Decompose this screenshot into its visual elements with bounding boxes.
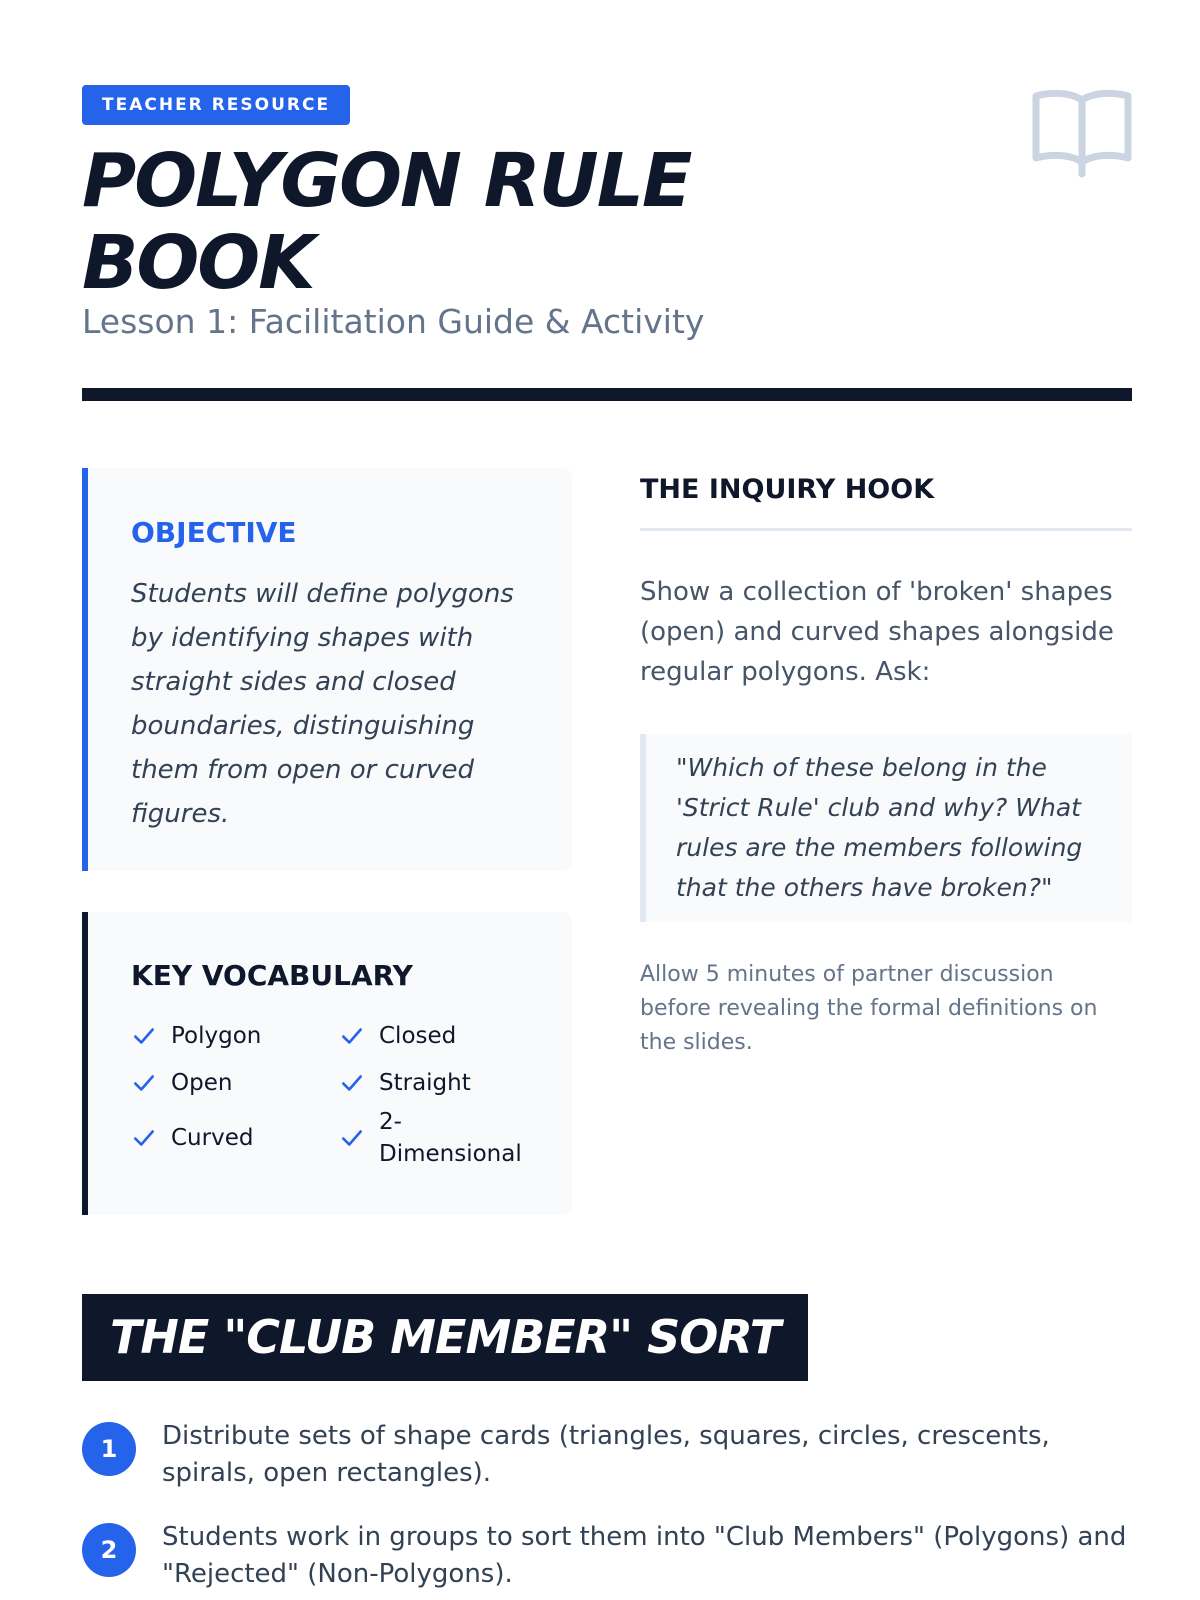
vocab-item: [131, 1106, 339, 1170]
page-subtitle: Lesson 1: Facilitation Guide & Activity: [82, 302, 705, 341]
lesson-page: [82, 0, 1132, 1600]
objective-card: [82, 468, 572, 871]
check-icon: [131, 1125, 157, 1151]
check-icon: [131, 1070, 157, 1096]
step-text: Distribute sets of shape cards (triangles, squares, circles, crescents, spirals, open rectangles).: [162, 1421, 1050, 1488]
vocab-label: Open: [171, 1069, 233, 1096]
inquiry-hook-heading: THE INQUIRY HOOK: [640, 474, 935, 505]
check-icon: [339, 1023, 365, 1049]
vocab-item: [131, 1012, 339, 1059]
inquiry-hook-quote: "Which of these belong in the 'Strict Rule' club and why? What rules are the members following that the others have broken?": [640, 734, 1132, 922]
check-icon: [339, 1070, 365, 1096]
vocab-item: [131, 1059, 339, 1106]
vocab-item: [339, 1106, 551, 1170]
club-member-sort-heading: THE "CLUB MEMBER" SORT: [82, 1294, 808, 1381]
objective-text: Students will define polygons by identifying shapes with straight sides and closed boundaries, distinguishing them from open or curved figures.: [131, 579, 514, 829]
check-icon: [339, 1125, 365, 1151]
vocab-label: Closed: [379, 1022, 457, 1049]
step-number-badge: 1: [82, 1422, 136, 1476]
header-divider: [82, 388, 1132, 401]
vocab-label: Polygon: [171, 1022, 262, 1049]
inquiry-hook-divider: [640, 528, 1132, 531]
inquiry-hook-text: Show a collection of 'broken' shapes (open) and curved shapes alongside regular polygons. Ask:: [640, 577, 1114, 687]
check-icon: [131, 1023, 157, 1049]
objective-heading: OBJECTIVE: [131, 516, 297, 549]
page-title: POLYGON RULE BOOK: [82, 138, 691, 306]
inquiry-hook-note: Allow 5 minutes of partner discussion before revealing the formal definitions on the slides.: [640, 962, 1098, 1055]
vocab-label: Straight: [379, 1069, 471, 1096]
vocab-item: [339, 1059, 551, 1106]
vocabulary-heading: KEY VOCABULARY: [131, 959, 413, 992]
vocabulary-list: [131, 1012, 551, 1170]
vocab-label: 2-Dimensional: [379, 1109, 522, 1167]
vocab-label: Curved: [171, 1125, 254, 1151]
step-text: Students work in groups to sort them into "Club Members" (Polygons) and "Rejected" (Non-Polygons).: [162, 1522, 1127, 1589]
vocab-item: [339, 1012, 551, 1059]
vocabulary-card: [82, 912, 572, 1215]
open-book-icon: [1032, 88, 1132, 180]
teacher-resource-badge: TEACHER RESOURCE: [82, 85, 350, 125]
step-number-badge: 2: [82, 1523, 136, 1577]
